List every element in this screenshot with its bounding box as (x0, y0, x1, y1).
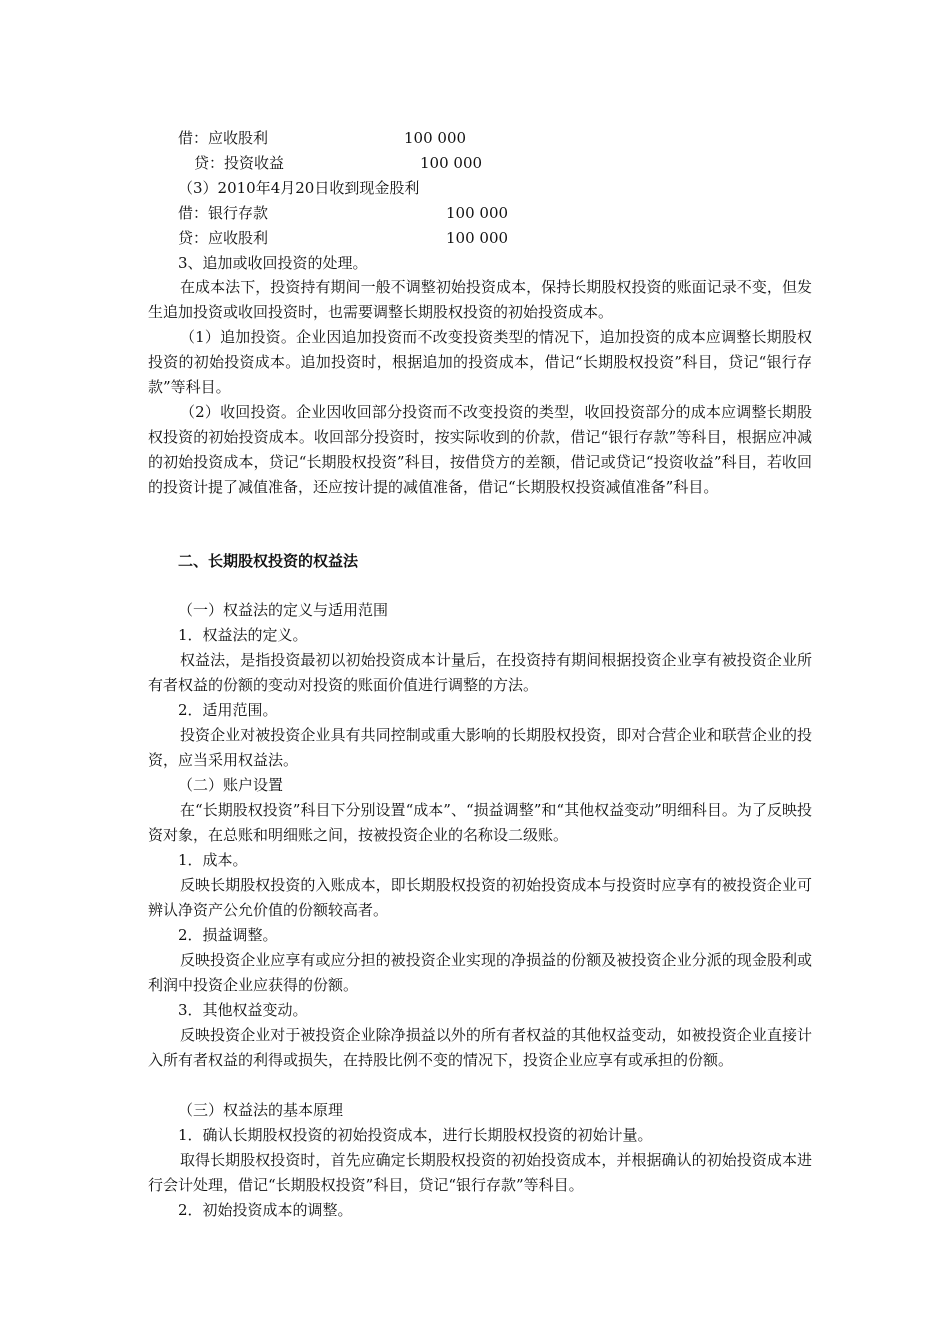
paragraph: 取得长期股权投资时，首先应确定长期股权投资的初始投资成本，并根据确认的初始投资成本进行会计处理，借记“长期股权投资”科目，贷记“银行存款”等科目。 (148, 1151, 812, 1194)
entry-credit-investment-income: 贷：投资收益 (194, 154, 285, 172)
paragraph: 反映长期股权投资的入账成本，即长期股权投资的初始投资成本与投资时应享有的被投资企业可辨认净资产公允价值的份额较高者。 (148, 876, 812, 919)
paragraph: （2）收回投资。企业因收回部分投资而不改变投资的类型，收回投资部分的成本应调整长期股权投资的初始投资成本。收回部分投资时，按实际收到的价款，借记“银行存款”等科目，根据应冲减的初始投资成本，贷记“长期股权投资”科目，按借贷方的差额，借记或贷记“投资收益”科目，若收回的投资计提了减值准备，还应按计提的减值准备，借记“长期股权投资减值准备”科目。 (148, 403, 812, 496)
paragraph: （1）追加投资。企业因追加投资而不改变投资类型的情况下，追加投资的成本应调整长期股权投资的初始投资成本。追加投资时，根据追加的投资成本，借记“长期股权投资”科目，贷记“银行存款”等科目。 (148, 328, 812, 396)
list-item: 2．损益调整。 (178, 926, 278, 944)
list-item: 1．成本。 (178, 851, 248, 869)
entry-step-3: （3）2010年4月20日收到现金股利 (178, 179, 420, 197)
entry-credit-dividend-receivable: 贷：应收股利 (178, 229, 269, 247)
entry-amount: 100 000 (404, 129, 467, 147)
list-item: 2．初始投资成本的调整。 (178, 1201, 353, 1219)
entry-amount: 100 000 (420, 154, 483, 172)
section-heading: 3、追加或收回投资的处理。 (178, 254, 368, 272)
paragraph: 反映投资企业应享有或应分担的被投资企业实现的净损益的份额及被投资企业分派的现金股利或利润中投资企业应获得的份额。 (148, 951, 812, 994)
list-item: 1．确认长期股权投资的初始投资成本，进行长期股权投资的初始计量。 (178, 1126, 653, 1144)
list-item: 2．适用范围。 (178, 701, 278, 719)
paragraph: 在“长期股权投资”科目下分别设置“成本”、“损益调整”和“其他权益变动”明细科目。为了反映投资对象，在总账和明细账之间，按被投资企业的名称设二级账。 (148, 801, 812, 844)
entry-amount: 100 000 (446, 204, 509, 222)
subsection-heading: （二）账户设置 (178, 776, 284, 794)
entry-debit-dividend-receivable: 借：应收股利 (178, 129, 269, 147)
chapter-heading: 二、长期股权投资的权益法 (178, 552, 359, 570)
entry-amount: 100 000 (446, 229, 509, 247)
list-item: 3．其他权益变动。 (178, 1001, 308, 1019)
entry-debit-bank-deposit: 借：银行存款 (178, 204, 269, 222)
subsection-heading: （一）权益法的定义与适用范围 (178, 601, 389, 619)
subsection-heading: （三）权益法的基本原理 (178, 1101, 344, 1119)
paragraph: 反映投资企业对于被投资企业除净损益以外的所有者权益的其他权益变动，如被投资企业直接计入所有者权益的利得或损失，在持股比例不变的情况下，投资企业应享有或承担的份额。 (148, 1026, 812, 1069)
paragraph: 投资企业对被投资企业具有共同控制或重大影响的长期股权投资，即对合营企业和联营企业的投资，应当采用权益法。 (148, 726, 812, 769)
list-item: 1．权益法的定义。 (178, 626, 308, 644)
paragraph: 在成本法下，投资持有期间一般不调整初始投资成本，保持长期股权投资的账面记录不变，但发生追加投资或收回投资时，也需要调整长期股权投资的初始投资成本。 (148, 278, 812, 321)
paragraph: 权益法，是指投资最初以初始投资成本计量后，在投资持有期间根据投资企业享有被投资企业所有者权益的份额的变动对投资的账面价值进行调整的方法。 (148, 651, 812, 694)
